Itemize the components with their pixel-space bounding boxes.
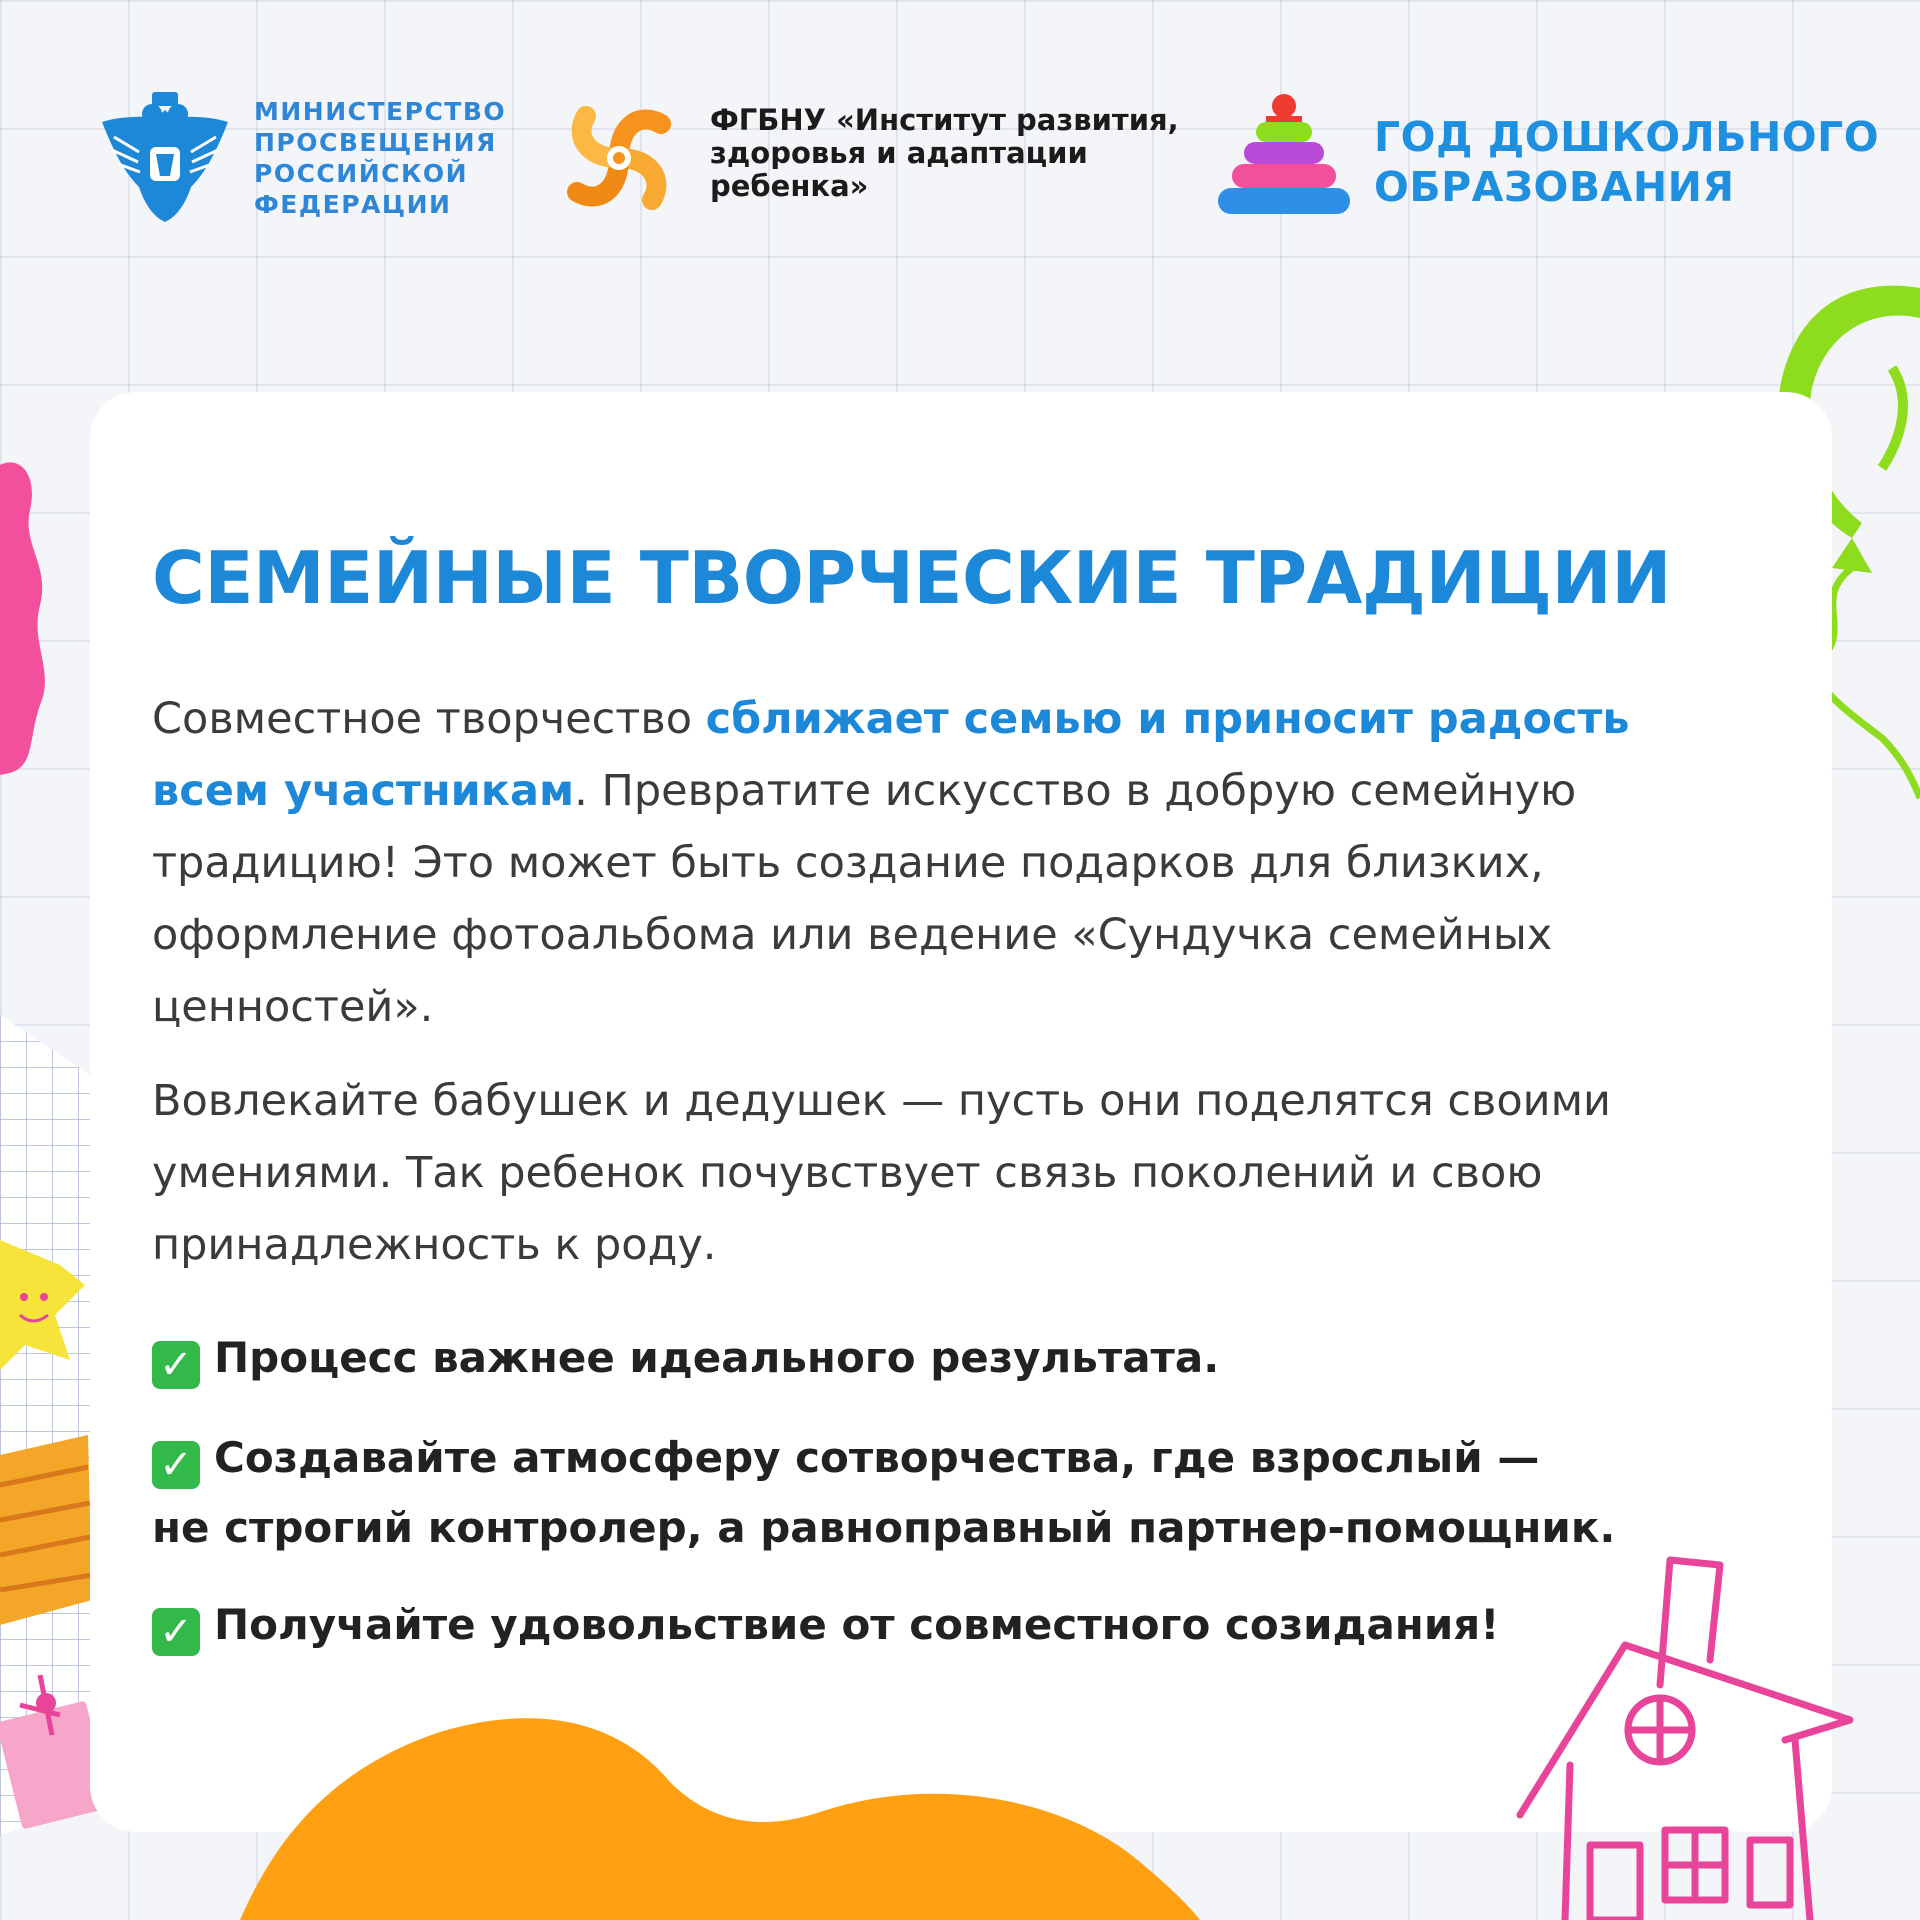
checklist-item xyxy=(152,1323,1772,1393)
paragraph-text: принадлежность к роду. xyxy=(152,1220,717,1270)
check-mark-icon: ✓ xyxy=(152,1608,200,1656)
checklist-text: Получайте удовольствие от совместного созидания! xyxy=(214,1600,1500,1649)
page-title: СЕМЕЙНЫЕ ТВОРЧЕСКИЕ ТРАДИЦИИ xyxy=(152,536,1672,620)
ministry-line: РОССИЙСКОЙ xyxy=(254,159,469,188)
ministry-line: ФЕДЕРАЦИИ xyxy=(254,190,452,219)
orange-blob-decoration xyxy=(240,1712,1200,1920)
paragraph-grandparents xyxy=(152,1065,1772,1281)
paragraph-text: традицию! Это может быть создание подарков для близких, xyxy=(152,838,1544,888)
year-of-preschool-education-title xyxy=(1374,112,1880,212)
year-line: ОБРАЗОВАНИЯ xyxy=(1374,163,1735,211)
eagle-emblem-icon xyxy=(94,92,236,226)
paragraph-highlight: всем участникам xyxy=(152,766,575,816)
pink-house-drawing-decoration xyxy=(1510,1555,1870,1920)
paragraph-text: Вовлекайте бабушек и дедушек — пусть они поделятся своими xyxy=(152,1076,1611,1126)
checklist-text: Процесс важнее идеального результата. xyxy=(214,1333,1220,1382)
paragraph-family-creativity xyxy=(152,683,1772,1043)
checklist-item xyxy=(152,1423,1772,1563)
check-mark-icon: ✓ xyxy=(152,1441,200,1489)
pink-blob-decoration xyxy=(0,455,60,775)
checklist-text: не строгий контролер, а равноправный партнер-помощник. xyxy=(152,1503,1616,1552)
institute-line: ФГБНУ «Институт развития, xyxy=(710,103,1179,137)
checklist-text: Создавайте атмосферу сотворчества, где взрослый — xyxy=(214,1433,1540,1482)
ministry-line: МИНИСТЕРСТВО xyxy=(254,97,507,126)
paragraph-highlight: сближает семью и приносит радость xyxy=(705,694,1630,744)
institute-line: ребенка» xyxy=(710,169,869,203)
institute-name xyxy=(710,104,1190,203)
paragraph-text: оформление фотоальбома или ведение «Сундучка семейных xyxy=(152,910,1553,960)
orange-swirl-flower-icon xyxy=(556,94,682,222)
check-mark-icon: ✓ xyxy=(152,1341,200,1389)
ministry-line: ПРОСВЕЩЕНИЯ xyxy=(254,128,497,157)
toy-pyramid-icon xyxy=(1216,92,1352,224)
institute-line: здоровья и адаптации xyxy=(710,136,1088,170)
year-line: ГОД ДОШКОЛЬНОГО xyxy=(1374,113,1880,161)
paragraph-text: умениями. Так ребенок почувствует связь поколений и свою xyxy=(152,1148,1543,1198)
paragraph-text: ценностей». xyxy=(152,982,434,1032)
paragraph-text: Совместное творчество xyxy=(152,694,706,744)
ministry-name xyxy=(254,96,554,220)
paragraph-text: . Превратите искусство в добрую семейную xyxy=(574,766,1577,816)
